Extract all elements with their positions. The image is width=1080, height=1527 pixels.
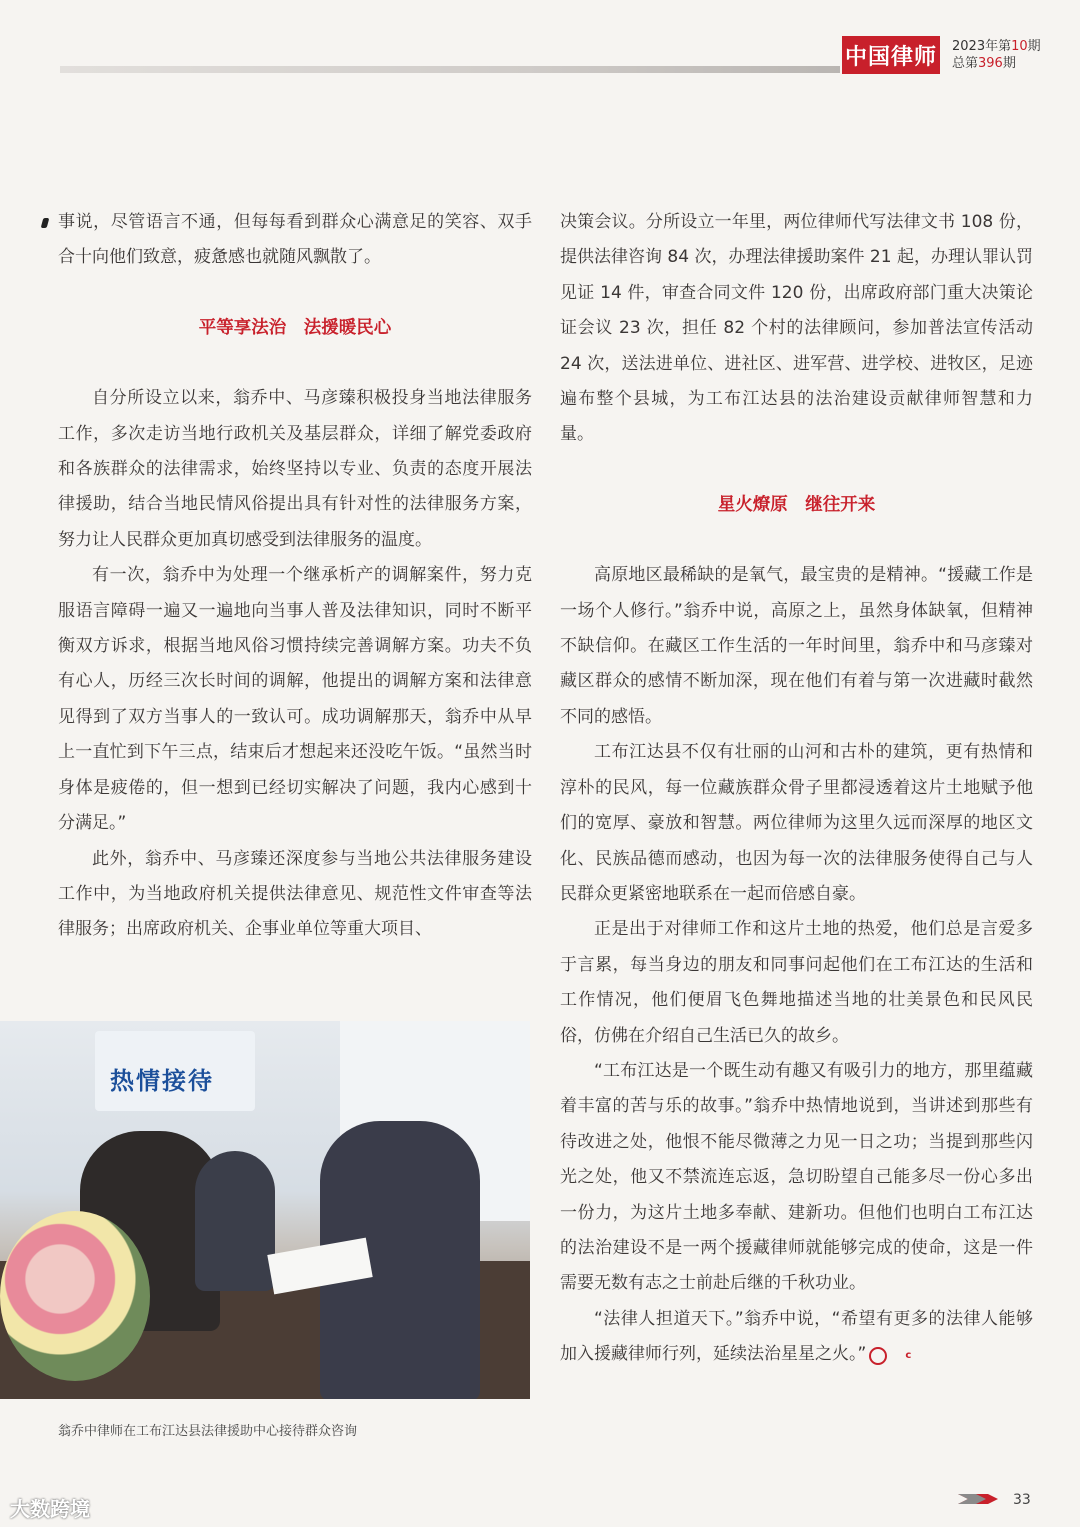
issue-suffix: 期: [1027, 39, 1041, 54]
paragraph: 事说，尽管语言不通，但每每看到群众心满意足的笑容、双手合十向他们致意，疲惫感也就随风飘散了。: [58, 212, 532, 268]
right-column: [560, 205, 1033, 1373]
article-photo: [0, 1021, 530, 1399]
left-column: [58, 205, 532, 948]
paragraph: 此外，翁乔中、马彦臻还深度参与当地公共法律服务建设工作中，为当地政府机关提供法律意见、规范性文件审查等法律服务；出席政府机关、企事业单位等重大项目、: [58, 848, 532, 940]
paragraph: 决策会议。分所设立一年里，两位律师代写法律文书 108 份，提供法律咨询 84 次，办理法律援助案件 21 起，办理认罪认罚见证 14 件，审查合同文件 120 份，出席政府部门重大决策论证会议 23 次，担任 82 个村的法律顾问，参加普法宣传活动 24 次，送法进单位、进社区、进军营、进学校、进牧区，足迹遍布整个县城，为工布江达县的法治建设贡献律师智慧和力量。: [560, 212, 1033, 445]
paragraph: 高原地区最稀缺的是氧气，最宝贵的是精神。“援藏工作是一场个人修行。”翁乔中说，高原之上，虽然身体缺氧，但精神不缺信仰。在藏区工作生活的一年时间里，翁乔中和马彦臻对藏区群众的感情不断加深，现在他们有着与第一次进藏时截然不同的感悟。: [560, 565, 1033, 727]
issue-prefix: 2023年第: [952, 39, 1012, 54]
paragraph: 自分所设立以来，翁乔中、马彦臻积极投身当地法律服务工作，多次走访当地行政机关及基层群众，详细了解党委政府和各族群众的法律需求，始终坚持以专业、负责的态度开展法律援助，结合当地民情风俗提出具有针对性的法律服务方案，努力让人民群众更加真切感受到法律服务的温度。: [58, 388, 532, 550]
photo-person: [195, 1151, 275, 1291]
photo-caption: 翁乔中律师在工布江达县法律援助中心接待群众咨询: [58, 1424, 358, 1439]
total-prefix: 总第: [952, 56, 979, 71]
photo-sign-text: 热情接待: [110, 1067, 214, 1095]
end-mark-icon: c: [869, 1347, 887, 1365]
page-number: 33: [1013, 1492, 1031, 1508]
paragraph-last: [560, 1302, 1033, 1373]
paragraph-text: “法律人担道天下。”翁乔中说，“希望有更多的法律人能够加入援藏律师行列，延续法治星星之火。”: [560, 1308, 1033, 1365]
magazine-logo: 中国律师: [842, 36, 940, 74]
paragraph: “工布江达是一个既生动有趣又有吸引力的地方，那里蕴藏着丰富的苦与乐的故事。”翁乔中热情地说到，当讲述到那些有待改进之处，他恨不能尽微薄之力见一日之功；当提到那些闪光之处，他又不禁流连忘返，急切盼望自己能多尽一份心多出一份力，为这片土地多奉献、建新功。但他们也明白工布江达的法治建设不是一两个援藏律师就能够完成的使命，这是一件需要无数有志之士前赴后继的千秋功业。: [560, 1060, 1033, 1294]
issue-info: [952, 38, 1041, 72]
section-heading: 星火燎原 继往开来: [717, 494, 876, 515]
section-heading: 平等享法治 法援暖民心: [198, 317, 392, 338]
total-number: 396: [978, 56, 1003, 71]
footer-arrow-icon: [958, 1494, 998, 1504]
total-suffix: 期: [1002, 56, 1016, 71]
issue-number: 10: [1011, 39, 1028, 54]
paragraph: 工布江达县不仅有壮丽的山河和古朴的建筑，更有热情和淳朴的民风，每一位藏族群众骨子里都浸透着这片土地赋予他们的宽厚、豪放和智慧。两位律师为这里久远而深厚的地区文化、民族品德而感动，也因为每一次的法律服务使得自己与人民群众更紧密地联系在一起而倍感自豪。: [560, 742, 1033, 904]
photo-flowers: [0, 1211, 150, 1381]
paragraph: 正是出于对律师工作和这片土地的热爱，他们总是言爱多于言累，每当身边的朋友和同事问起他们在工布江达的生活和工作情况，他们便眉飞色舞地描述当地的壮美景色和民风民俗，仿佛在介绍自己生活已久的故乡。: [560, 919, 1033, 1046]
bullet-mark: [41, 218, 50, 228]
paragraph: 有一次，翁乔中为处理一个继承析产的调解案件，努力克服语言障碍一遍又一遍地向当事人普及法律知识，同时不断平衡双方诉求，根据当地风俗习惯持续完善调解方案。功夫不负有心人，历经三次长时间的调解，他提出的调解方案和法律意见得到了双方当事人的一致认可。成功调解那天，翁乔中从早上一直忙到下午三点，结束后才想起来还没吃午饭。“虽然当时身体是疲倦的，但一想到已经切实解决了问题，我内心感到十分满足。”: [58, 565, 532, 834]
watermark: 大数跨境: [10, 1497, 90, 1521]
header-rule: [60, 66, 840, 73]
